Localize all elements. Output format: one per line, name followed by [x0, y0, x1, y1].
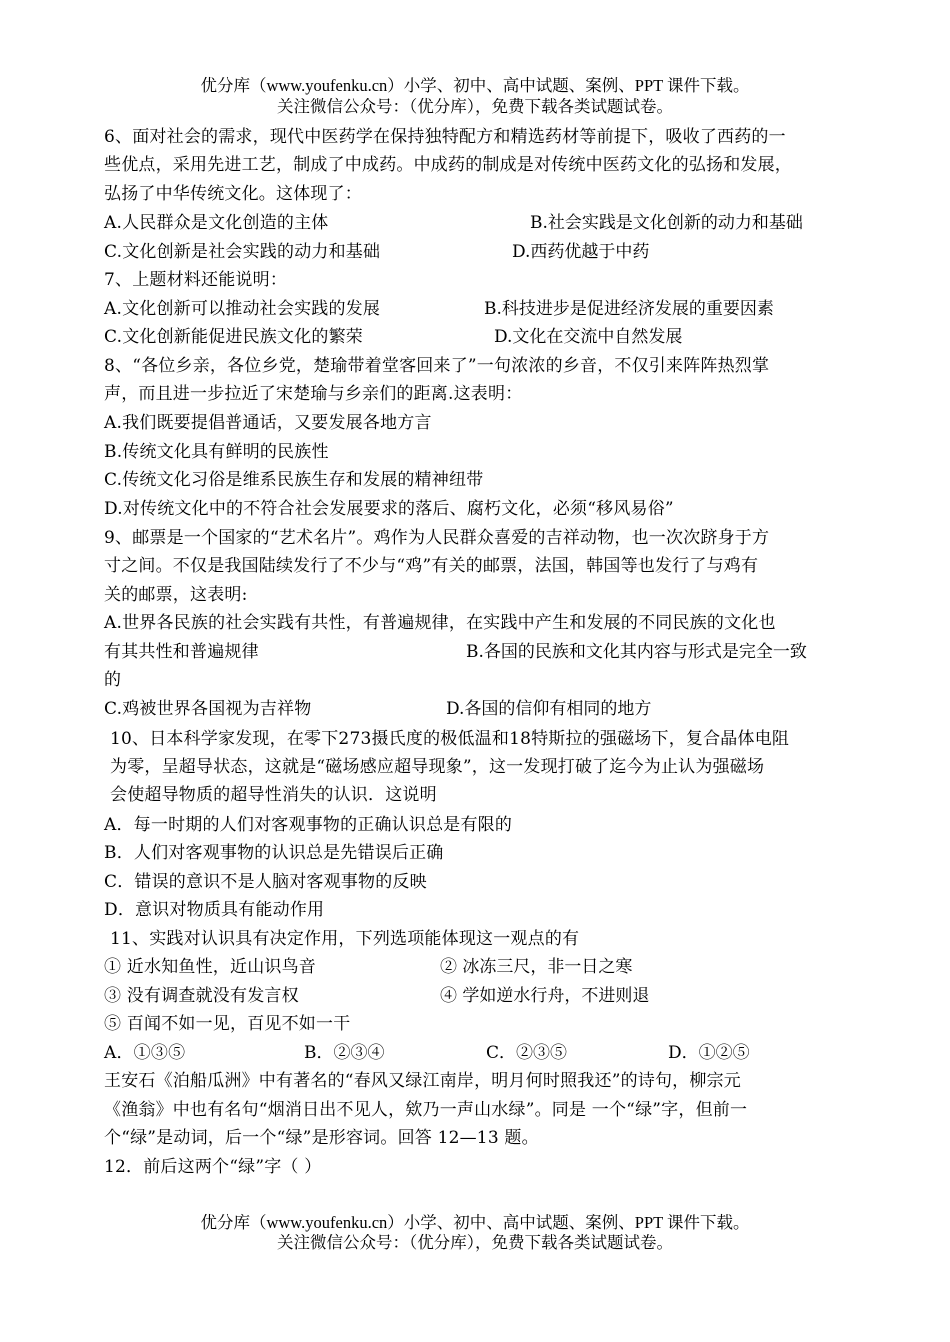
question-9-option-a-cont: 有其共性和普遍规律 [104, 642, 259, 662]
passage-text: 个“绿”是动词，后一个“绿”是形容词。回答 12—13 题。 [104, 1128, 539, 1148]
question-9-text: 寸之间。不仅是我国陆续发行了不少与“鸡”有关的邮票，法国，韩国等也发行了与鸡有 [104, 556, 759, 576]
question-7-text: 7、上题材料还能说明： [104, 270, 288, 290]
question-9-option-b: B.各国的民族和文化其内容与形式是完全一致 [466, 642, 807, 662]
question-11-item-1: ① 近水知鱼性，近山识鸟音 [104, 957, 317, 977]
question-10-option-c: C．错误的意识不是人脑对客观事物的反映 [104, 872, 427, 892]
question-10-option-d: D．意识对物质具有能动作用 [104, 900, 325, 920]
footer-line-1: 优分库（www.youfenku.cn）小学、初中、高中试题、案例、PPT 课件下载。 [200, 1213, 750, 1232]
question-6-option-c: C.文化创新是社会实践的动力和基础 [104, 242, 381, 262]
question-8-text: 8、“各位乡亲，各位乡党，楚瑜带着堂客回来了”一句浓浓的乡音，不仅引来阵阵热烈掌 [104, 356, 770, 376]
header-line-2: 关注微信公众号：（优分库），免费下载各类试题试卷。 [277, 97, 673, 116]
question-8-text: 声，而且进一步拉近了宋楚瑜与乡亲们的距离.这表明： [104, 384, 523, 404]
question-11-item-4: ④ 学如逆水行舟，不进则退 [440, 986, 650, 1006]
footer-line-2: 关注微信公众号：（优分库），免费下载各类试题试卷。 [277, 1233, 673, 1252]
question-7-option-b: B.科技进步是促进经济发展的重要因素 [484, 299, 774, 319]
question-9-option-b-cont: 的 [104, 670, 122, 690]
question-8-option-c: C.传统文化习俗是维系民族生存和发展的精神纽带 [104, 470, 484, 490]
question-9-text: 关的邮票，这表明: [104, 585, 248, 605]
question-6-option-b: B.社会实践是文化创新的动力和基础 [530, 213, 803, 233]
question-11-option-c: C．②③⑤ [486, 1043, 568, 1063]
question-9-option-a: A.世界各民族的社会实践有共性，有普遍规律，在实践中产生和发展的不同民族的文化也 [104, 613, 776, 633]
question-12-text: 12．前后这两个“绿”字（ ） [104, 1157, 322, 1177]
question-6-text: 弘扬了中华传统文化。这体现了： [104, 184, 362, 204]
question-11-option-a: A．①③⑤ [104, 1043, 186, 1063]
question-11-option-b: B．②③④ [304, 1043, 385, 1063]
question-6-text: 6、面对社会的需求，现代中医药学在保持独特配方和精选药材等前提下，吸收了西药的一 [104, 127, 786, 147]
question-10-text: 会使超导物质的超导性消失的认识．这说明 [110, 785, 437, 805]
question-9-option-d: D.各国的信仰有相同的地方 [446, 699, 652, 719]
question-10-option-a: A．每一时期的人们对客观事物的正确认识总是有限的 [104, 815, 513, 835]
question-7-option-c: C.文化创新能促进民族文化的繁荣 [104, 327, 364, 347]
question-8-option-b: B.传统文化具有鲜明的民族性 [104, 442, 329, 462]
passage-text: 王安石《泊船瓜洲》中有著名的“春风又绿江南岸，明月何时照我还”的诗句，柳宗元 [104, 1071, 741, 1091]
question-10-option-b: B．人们对客观事物的认识总是先错误后正确 [104, 843, 444, 863]
passage-text: 《渔翁》中也有名句“烟消日出不见人，欸乃一声山水绿”。同是 一个“绿”字，但前一 [104, 1100, 748, 1120]
question-7-option-d: D.文化在交流中自然发展 [494, 327, 683, 347]
question-8-option-a: A.我们既要提倡普通话，又要发展各地方言 [104, 413, 432, 433]
question-9-text: 9、邮票是一个国家的“艺术名片”。鸡作为人民群众喜爱的吉祥动物，也一次次跻身于方 [104, 528, 770, 548]
question-6-option-a: A.人民群众是文化创造的主体 [104, 213, 329, 233]
question-11-option-d: D．①②⑤ [668, 1043, 750, 1063]
question-9-option-c: C.鸡被世界各国视为吉祥物 [104, 699, 312, 719]
question-7-option-a: A.文化创新可以推动社会实践的发展 [104, 299, 381, 319]
question-11-item-3: ③ 没有调查就没有发言权 [104, 986, 299, 1006]
question-11-item-2: ② 冰冻三尺，非一日之寒 [440, 957, 633, 977]
question-11-text: 11、实践对认识具有决定作用，下列选项能体现这一观点的有 [110, 929, 580, 949]
question-6-text: 些优点，采用先进工艺，制成了中成药。中成药的制成是对传统中医药文化的弘扬和发展， [104, 155, 792, 175]
question-8-option-d: D.对传统文化中的不符合社会发展要求的落后、腐朽文化，必须“移风易俗” [104, 499, 674, 519]
question-11-item-5: ⑤ 百闻不如一见，百见不如一干 [104, 1014, 351, 1034]
header-line-1: 优分库（www.youfenku.cn）小学、初中、高中试题、案例、PPT 课件下载。 [200, 76, 750, 95]
question-10-text: 为零，呈超导状态，这就是“磁场感应超导现象”，这一发现打破了迄今为止认为强磁场 [110, 757, 765, 777]
question-10-text: 10、日本科学家发现，在零下273摄氏度的极低温和18特斯拉的强磁场下，复合晶体电阻 [110, 729, 790, 749]
question-6-option-d: D.西药优越于中药 [512, 242, 650, 262]
